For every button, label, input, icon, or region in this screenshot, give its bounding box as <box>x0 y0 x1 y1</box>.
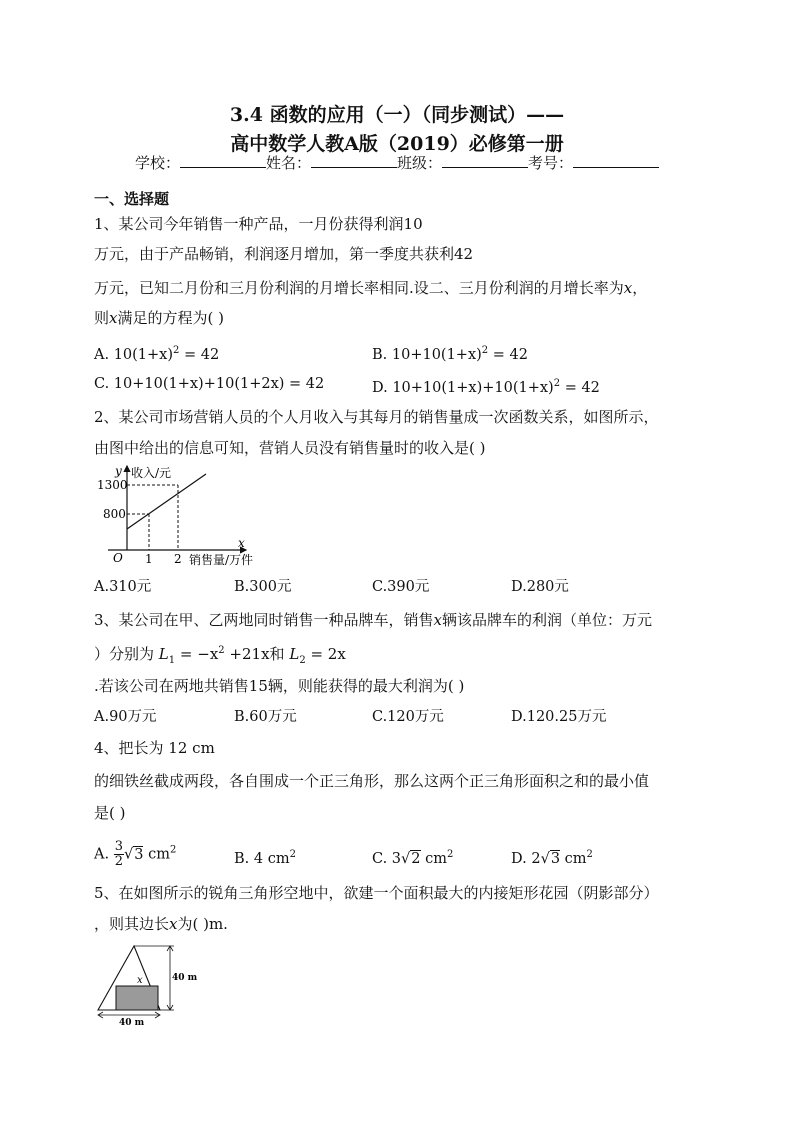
class-blank[interactable] <box>442 153 528 168</box>
q1-text-3: 万元，已知二月份和三月份利润的月增长率相同.设二、三月份利润的月增长率为x， <box>94 279 648 297</box>
q1-text-4: 则x满足的方程为( ) <box>94 309 224 327</box>
q2-income-graph <box>94 462 294 574</box>
income-line <box>127 474 206 529</box>
tick-800: 800 <box>103 507 126 521</box>
x-label: x <box>137 975 143 986</box>
origin-label: O <box>113 551 123 565</box>
tick-1: 1 <box>145 552 153 566</box>
y-axis-label: 收入/元 <box>131 466 172 480</box>
q4-option-d[interactable]: D. 2√3 $cm^2$ <box>511 849 593 867</box>
tick-2: 2 <box>174 552 182 566</box>
name-blank[interactable] <box>311 153 397 168</box>
q2-option-b[interactable]: B.300元 <box>234 579 292 595</box>
q5-text-2: ，则其边长x为( )m. <box>94 915 228 933</box>
student-info-row <box>0 152 794 173</box>
q3-option-c[interactable]: C.120万元 <box>372 709 444 725</box>
q1-option-d[interactable]: D. $10+10(1+x)+10(1+x)^2 = 42$ <box>372 378 600 396</box>
q5-text-1: 5、在如图所示的锐角三角形空地中，欲建一个面积最大的内接矩形花园（阴影部分） <box>94 884 659 902</box>
q2-option-c[interactable]: C.390元 <box>372 579 430 595</box>
q1-text-1: 1、某公司今年销售一种产品，一月份获得利润10 <box>94 215 423 233</box>
section-heading: 一、选择题 <box>94 190 170 208</box>
q4-option-a[interactable]: A. $\frac{3}{2}$ √3 $cm^2$ <box>94 839 177 869</box>
x-axis-var: x <box>238 536 245 550</box>
q5-triangle-figure <box>94 940 204 1026</box>
q3-text-1: 3、某公司在甲、乙两地同时销售一种品牌车，销售x辆该品牌车的利润（单位：万元 <box>94 611 653 629</box>
q2-option-a[interactable]: A.310元 <box>94 579 152 595</box>
class-label: 班级： <box>397 154 443 172</box>
q1-option-c[interactable]: C. 10+10(1+x)+10(1+2x) = 42 <box>94 376 325 392</box>
q3-text-3: .若该公司在两地共销售15辆，则能获得的最大利润为( ) <box>94 677 465 695</box>
q4-option-b[interactable]: B. 4 $cm^2$ <box>234 849 296 867</box>
q4-text-3: 是( ) <box>94 804 126 822</box>
q3-text-2: ）分别为 $L_1 = -x^2 +21x$和 $L_2 = 2x$ <box>94 645 346 666</box>
title-line-1: 3.4 函数的应用（一）（同步测试）—— <box>229 104 565 126</box>
school-label: 学校： <box>134 154 180 172</box>
y-axis-var: y <box>115 464 122 478</box>
q1-text-2: 万元，由于产品畅销，利润逐月增加，第一季度共获利42 <box>94 245 474 263</box>
tick-1300: 1300 <box>97 478 128 492</box>
fraction: $\frac{3}{2}$ <box>114 839 123 869</box>
base-label: 40 m <box>119 1018 145 1026</box>
q1-option-b[interactable]: B. $10+10(1+x)^2 = 42$ <box>372 345 528 363</box>
q4-text-2: 的细铁丝截成两段，各自围成一个正三角形，那么这两个正三角形面积之和的最小值 <box>94 772 650 790</box>
name-label: 姓名： <box>265 154 311 172</box>
q3-option-d[interactable]: D.120.25万元 <box>511 709 607 725</box>
q4-text-1: 4、把长为 12 cm <box>94 739 215 757</box>
exam-no-blank[interactable] <box>573 153 659 168</box>
title-line-2: 高中数学人教A版（2019）必修第一册 <box>230 133 564 155</box>
exam-no-label: 考号： <box>528 154 574 172</box>
school-blank[interactable] <box>180 153 266 168</box>
q3-option-a[interactable]: A.90万元 <box>94 709 157 725</box>
rect-garden <box>116 986 158 1010</box>
q4-option-c[interactable]: C. 3√2 $cm^2$ <box>372 849 454 867</box>
q2-text-2: 由图中给出的信息可知，营销人员没有销售量时的收入是( ) <box>94 439 486 457</box>
q2-text-1: 2、某公司市场营销人员的个人月收入与其每月的销售量成一次函数关系，如图所示， <box>94 408 659 426</box>
q1-option-a[interactable]: A. $10(1+x)^2 = 42$ <box>94 345 220 363</box>
q2-option-d[interactable]: D.280元 <box>511 579 569 595</box>
height-label: 40 m <box>172 973 198 983</box>
q3-option-b[interactable]: B.60万元 <box>234 709 297 725</box>
x-axis-label: 销售量/万件 <box>189 553 254 567</box>
